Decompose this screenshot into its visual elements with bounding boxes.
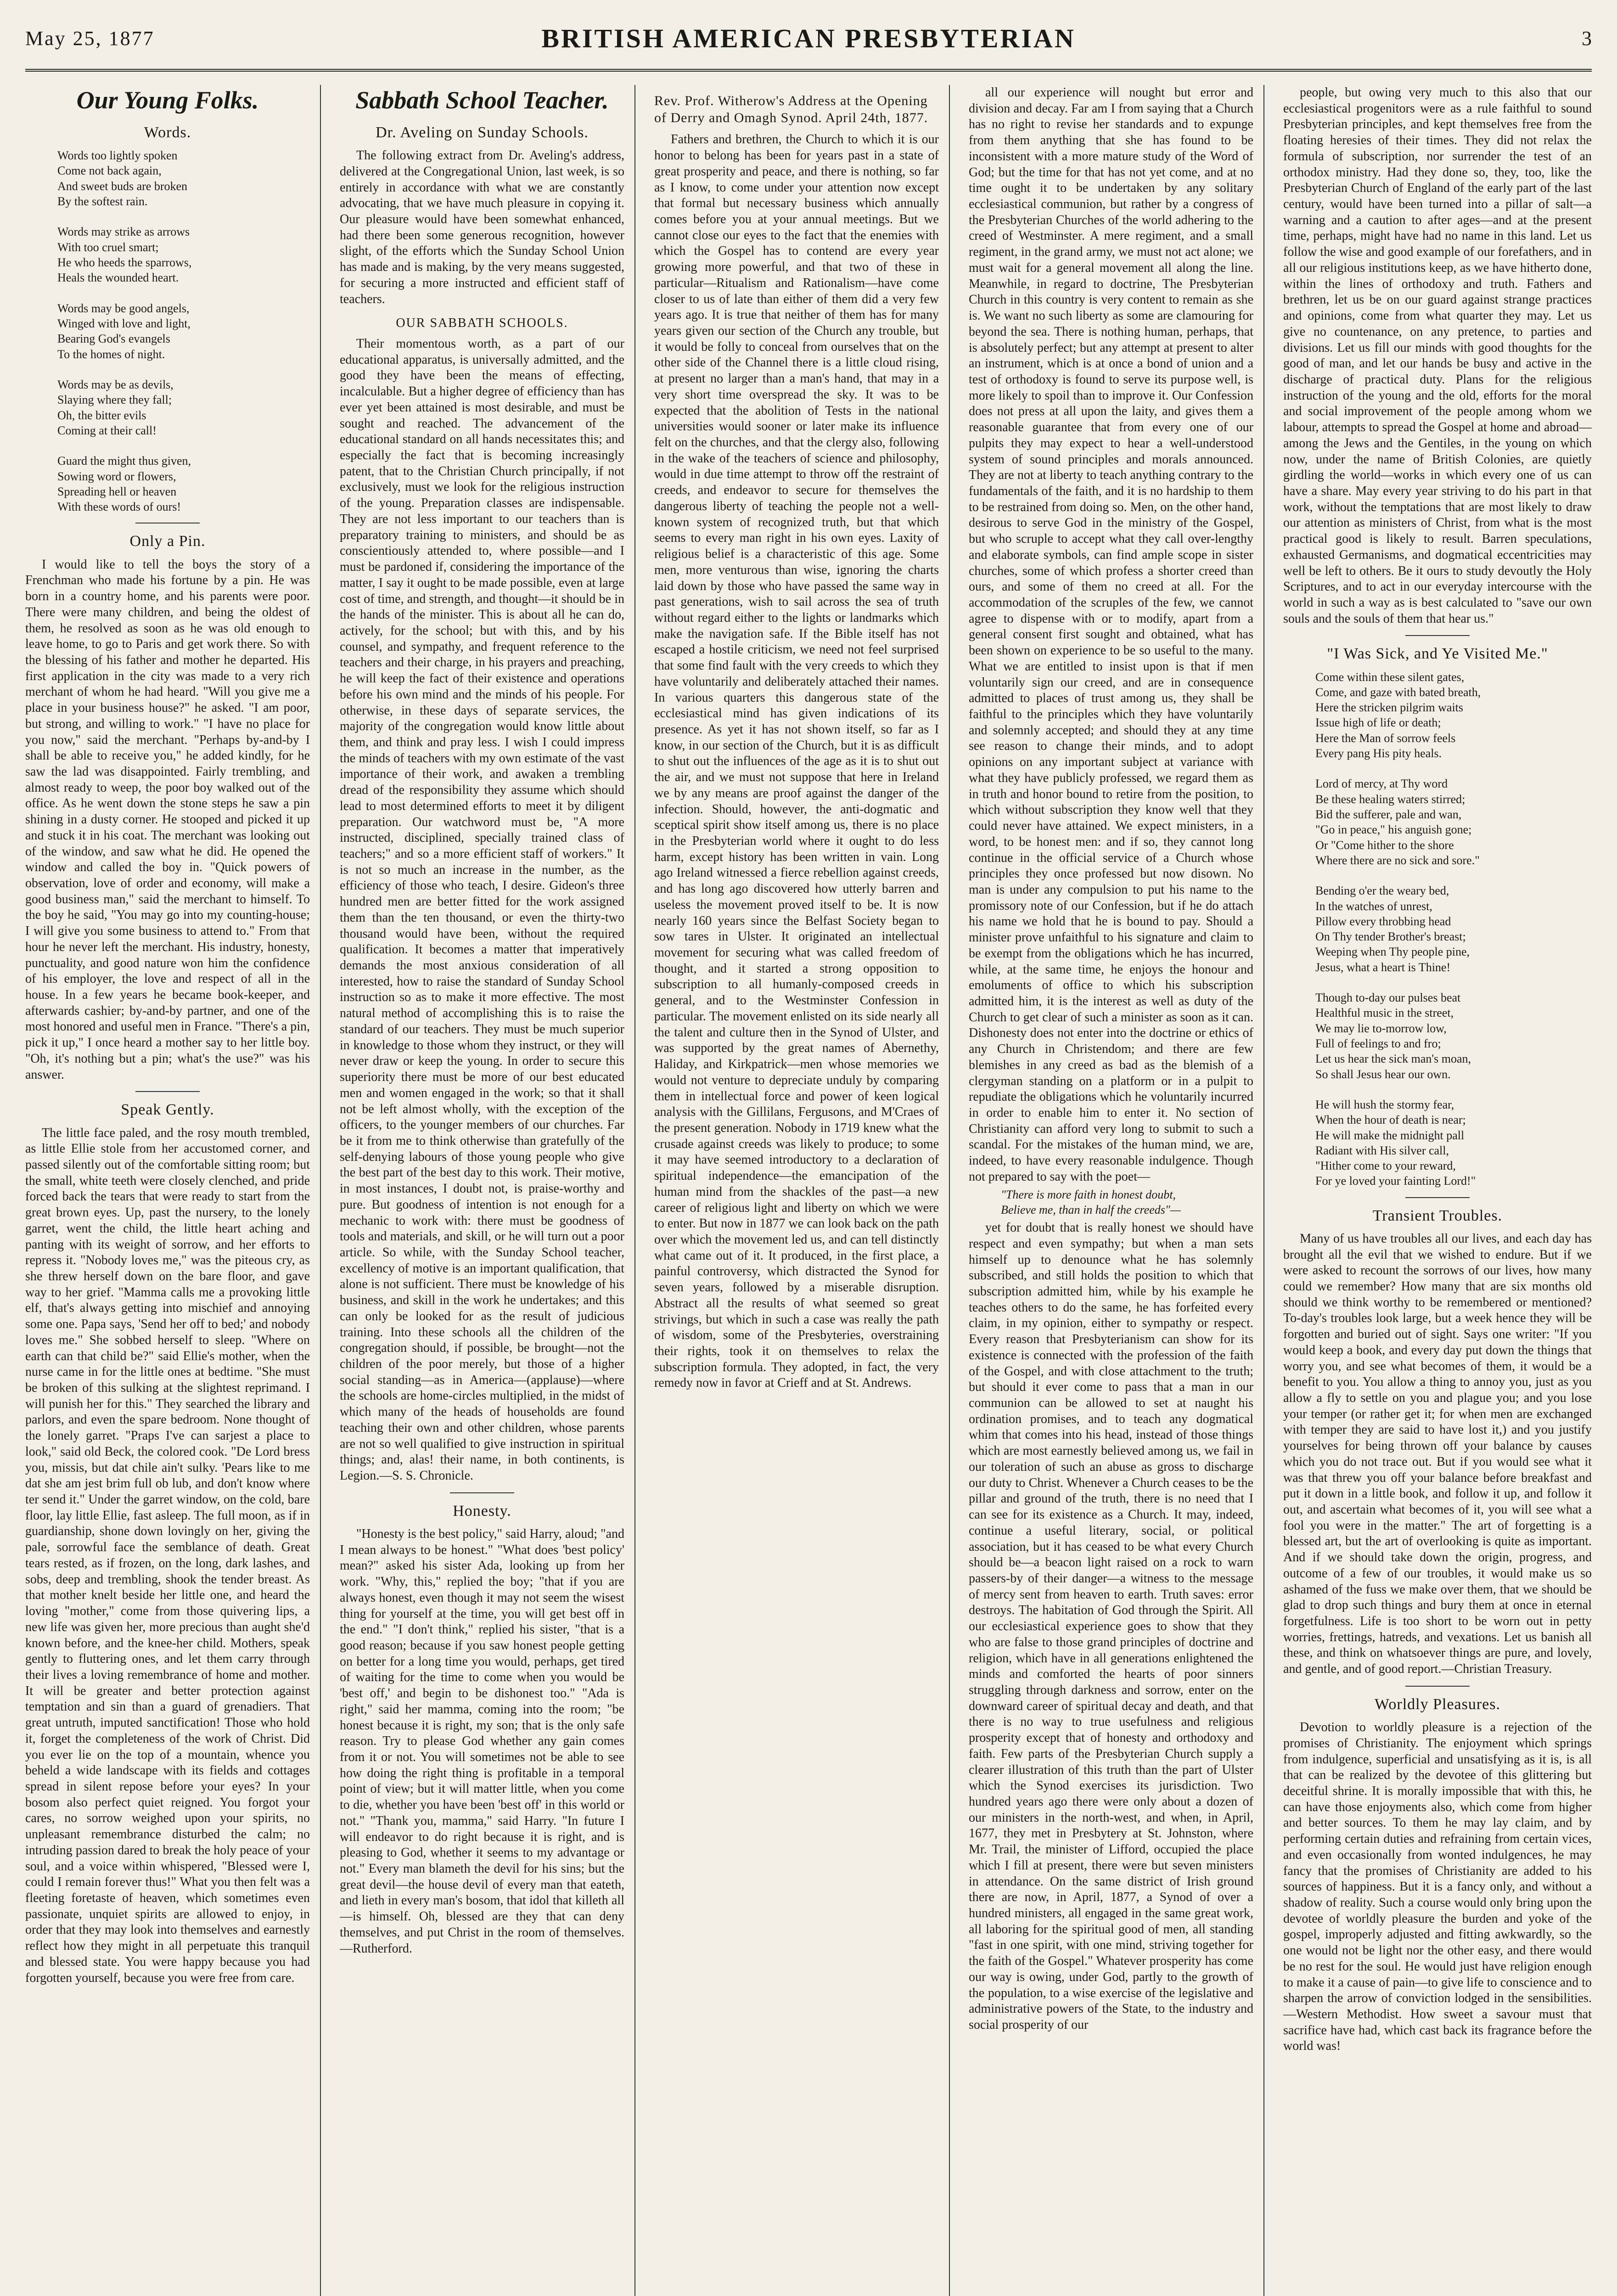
article-heading: Honesty. [453, 1502, 511, 1519]
article-text: The following extract from Dr. Aveling's address, delivered at the Congregational Union, last week, is so entirely in accordance with what we are constantly advocating, that we have much pleasure in copying it. Our pleasure would have been somewhat enhanced, had there been some generous recognition, however slight, of the efforts which the Sunday School Union has made and is making, by the very means suggested, for securing a more instructed and efficient staff of teachers. [340, 148, 624, 306]
newspaper-title: BRITISH AMERICAN PRESBYTERIAN [541, 23, 1076, 53]
issue-date: May 25, 1877 [25, 27, 155, 50]
column-1 [25, 85, 310, 2296]
article-heading: Words. [144, 124, 191, 141]
article-heading: Worldly Pleasures. [1375, 1695, 1500, 1713]
column-5 [1283, 85, 1592, 2296]
column-rule [634, 85, 635, 2296]
article-heading: Transient Troubles. [1372, 1207, 1503, 1224]
masthead [25, 18, 1592, 72]
article-text: people, but owing very much to this also that our ecclesiastical progenitors were as a rule faithful to sound Presbyterian principles, and kept themselves free from the floating heresies of their times. They did not relax the formula of subscription, nor surrender the test of an orthodox ministry. Had they done so, they, too, like the Presbyterian Church of England of the early part of the last century, would have been turned into a pillar of salt—a warning and a caution to after ages—and at the present time, perhaps, might have had no name in this land. Let us follow the wise and good example of our forefathers, and in all our religious institutions keep, as we have hitherto done, within the lines of orthodoxy and truth. Fathers and brethren, let us be on our guard against strange practices and opinions, come from what quarter they may. Let us give no countenance, on any pretence, to parties and divisions. Let us fill our minds with good thoughts for the good of man, and let our hands be busy and active in the discharge of practical duty. Plans for the religious instruction of the young and the old, efforts for the moral and social improvement of the people among whom we labour, attempts to spread the Gospel at home and abroad—among the Jews and the Gentiles, in the young on which now, under the name of British Colonies, are quietly girdling the world—works in which every one of us can have a share. May every year striving to do his part in that work, without the temptations that are most likely to draw our attention as ministers of Christ, from what is the most practical good is likely to result. Barren speculations, exhausted Germanisms, and dogmatical eccentricities may well be left to others. Be it ours to study devoutly the Holy Scriptures, and to act in our everyday intercourse with the world in such a way as is best calculated to "save our own souls and the souls of them that hear us." [1283, 85, 1592, 626]
divider [135, 1091, 200, 1092]
department-heading: Our Young Folks. [76, 86, 259, 114]
article-text: yet for doubt that is really honest we should have respect and even sympathy; but when a man sets himself up to denounce what he has solemnly subscribed, and still holds the position to which that subscription admitted him, while by his example he teaches others to do the same, he has forfeited every claim, in my opinion, either to sympathy or respect. Every reason that Presbyterianism can show for its existence is connected with the profession of the faith of the Gospel, and with close attachment to the truth; but should it ever come to pass that a man in our communion can be allowed to set at naught his ordination promises, and to teach any dogmatical whim that comes into his head, instead of those things which are most earnestly believed among us, we fail in our toleration of such an abuse as gross to discharge our duty to Christ. Whenever a Church ceases to be the pillar and ground of the truth, there is no need that I can see for its existence as a Church. It may, indeed, continue a useful literary, social, or political association, but it has ceased to be what every Church should be—a beacon light raised on a rock to warn passers-by of their danger—a witness to the message of mercy sent from heaven to earth. Truth saves: error destroys. The habitation of God through the Spirit. All our ecclesiastical experience goes to show that they who are false to those grand principles of doctrine and religion, which have in all generations enlightened the minds and comforted the hearts of poor sinners struggling through darkness and sorrow, enter on the downward career of spiritual decay and death, and that there is no way to true usefulness and religious prosperity except that of honesty and orthodoxy and faith. Few parts of the Presbyterian Church supply a clearer illustration of this truth than the part of Ulster which the Synod exercises its jurisdiction. Two hundred years ago there were only about a dozen of our ministers in the north-west, and when, in April, 1677, they met in Presbytery at St. Johnston, where Mr. Trail, the minister of Lifford, occupied the place which I fill at present, there were but seven ministers in attendance. On the same district of Irish ground there are now, in April, 1877, a Synod of over a hundred ministers, all engaged in the same great work, all laboring for the spiritual good of men, all standing "fast in one spirit, with one mind, striving together for the faith of the Gospel." Whatever prosperity has come our way is owing, under God, partly to the growth of the population, to a wise exercise of the legislative and administrative powers of the State, to the industry and social prosperity of our [969, 1221, 1253, 2032]
column-4 [969, 85, 1253, 2296]
article-heading: "I Was Sick, and Ye Visited Me." [1327, 645, 1548, 663]
poem: Words too lightly spoken Come not back again, And sweet buds are broken By the softest rain. Words may strike as arrows With too cruel smart; He who heeds the sparrows, Heals the wounded heart. Words may be good angels, Winged with love and light, Bearing God's evangels To the homes of night. Words may be as devils, Slaying where they fall; Oh, the bitter evils Coming at their call! Guard the might thus given, Sowing word or flowers, Spreading hell or heaven With these words of ours! [57, 149, 192, 514]
column-2 [340, 85, 624, 2296]
article-text: Devotion to worldly pleasure is a rejection of the promises of Christianity. The enjoyment which springs from indulgence, superficial and unsatisfying as it is, is all that can be realized by the devotee of this glittering but deceitful shrine. It is morally impossible that with this, he can have those enjoyments also, which come from higher and better sources. To them he may lay claim, and by performing certain duties and refraining from certain vices, and even occasionally from wonted indulgences, he may fancy that the promises of Christianity are added to his sources of happiness. But it is a fancy only, and without a shadow of reality. Such a course would only bring upon the devotee of worldly pleasure the burden and yoke of the gospel, improperly adjusted and fitting awkwardly, so the one would not be light nor the other easy, and there would be no rest for the soul. He would just have religion enough to make it a cause of pain—to give life to conscience and to sharpen the arrow of conviction lodged in the sensibilities.—Western Methodist. How sweet a savour must that sacrifice have had, which cast back its fragrance before the world was! [1283, 1720, 1592, 2054]
article-text: I would like to tell the boys the story of a Frenchman who made his fortune by a pin. He was born in a country home, and his parents were poor. There were many children, and being the oldest of them, he resolved as soon as he was old enough to leave home, to go to Paris and get work there. So with the blessing of his father and mother he departed. His first application in the city was made to a very rich merchant of whom he had heard. "Will you give me a place in your business house?" he asked. "I am poor, but strong, and willing to work." "I have no place for you now," said the merchant. "Perhaps by-and-by I shall be able to receive you," he added kindly, for he saw the lad was disappointed. Fairly trembling, and almost ready to weep, the poor boy walked out of the office. As he went down the stone steps he saw a pin shining in a dusty corner. He stooped and picked it up and stuck it in his coat. The merchant was looking out of the window, and saw what he did. He opened the window and called the boy in. "Quick powers of observation, love of order and economy, will make a good business man," said the merchant to himself. To the boy he said, "You may go into my counting-house; I will give you some business to attend to." From that hour he never left the merchant. His industry, honesty, punctuality, and good nature won him the confidence of his employer, the love and respect of all in the house. In a few years he became book-keeper, and afterwards cashier; by-and-by partner, and one of the most honored and useful men in France. "There's a pin, pick it up," I once heard a mother say to her little boy. "Oh, it's nothing but a pin; what's the use?" was his answer. [25, 557, 310, 1082]
article-text: Many of us have troubles all our lives, and each day has brought all the evil that we wished to endure. But if we were asked to recount the sorrows of our lives, how many could we remember? How many that are six months old should we think worthy to be remembered or mentioned? To-day's troubles look large, but a week hence they will be forgotten and buried out of sight. Says one writer: "If you would keep a book, and every day put down the things that worry you, and see what becomes of them, it would be a benefit to you. You allow a thing to annoy you, just as you allow a fly to settle on you and plague you; and you lose your temper (or rather get it; for when men are exchanged with temper they are said to have lost it,) and you justify yourselves for being thrown off your balance by causes which you do not trace out. But if you would see what it was that threw you off your balance before breakfast and put it down in a little book, and follow it up, and follow it out, and ascertain what becomes of it, you will see what a fool you were in the matter." The art of forgetting is a blessed art, but the art of overlooking is quite as important. And if we should take down the origin, progress, and outcome of a few of our troubles, it would make us so ashamed of the fuss we make over them, that we should be glad to drop such things and bury them at once in eternal forgetfulness. Life is too short to be worn out in petty worries, frettings, hatreds, and vexations. Let us banish all these, and think on whatsoever things are pure, and lovely, and gentle, and of good report.—Christian Treasury. [1283, 1231, 1592, 1677]
divider [1405, 1686, 1470, 1687]
department-heading: Sabbath School Teacher. [355, 86, 609, 114]
page-number: 3 [1582, 27, 1592, 50]
column-3 [654, 85, 939, 2296]
article-heading: Speak Gently. [121, 1101, 214, 1119]
poem: Come within these silent gates, Come, and gaze with bated breath, Here the stricken pilgrim waits Issue high of life or death; Here the Man of sorrow feels Every pang His pity heals. Lord of mercy, at Thy word Be these healing waters stirred; Bid the sufferer, pale and wan, "Go in peace," his anguish gone; Or "Come hither to the shore Where there are no sick and sore." Bending o'er the weary bed, In the watches of unrest, Pillow every throbbing head On Thy tender Brother's breast; Weeping when Thy people pine, Jesus, what a heart is Thine! Though to-day our pulses beat Healthful music in the street, We may lie to-morrow low, Full of feelings to and fro; Let us hear the sick man's moan, So shall Jesus hear our own. He will hush the stormy fear, When the hour of death is near; He will make the midnight pall Radiant with His silver call, "Hither come to your reward, For ye loved your fainting Lord!" [1315, 670, 1481, 1188]
column-rule [320, 85, 321, 2296]
column-rule [949, 85, 950, 2296]
column-rule [1263, 85, 1264, 2296]
article-heading: Only a Pin. [129, 533, 206, 550]
quotation: "There is more faith in honest doubt, Believe me, than in half the creeds"— [1001, 1187, 1181, 1216]
article-text: The little face paled, and the rosy mouth trembled, as little Ellie stole from her accustomed corner, and passed silently out of the comfortable sitting room; but the small, white teeth were closely clenched, and pride forced back the tears that were ready to start from the great brown eyes. Up, past the nursery, to the lonely garret, went the child, the little heart aching and panting with its weight of sorrow, and her efforts to repress it. "Nobody loves me," was the piteous cry, as she threw herself down on the bare floor, and gave way to her grief. "Mamma calls me a provoking little elf, that's always getting into mischief and annoying some one. Papa says, 'Send her off to bed;' and nobody loves me." She sobbed herself to sleep. "Where on earth can that child be?" said Ellie's mother, when the nurse came in for the little ones at bedtime. "She must be broken of this sulking at the slightest reprimand. I will punish her for this." They searched the library and parlors, and even the spare bedroom. None thought of the lonely garret. "Praps I've can sarjest a place to look," said old Beck, the colored cook. "De Lord bress you, missis, but dat chile ain't sulky. 'Pears like to me dat she am jest brim full ob lub, and don't know where ter send it." Under the garret window, on the cold, bare floor, lay little Ellie, fast asleep. The full moon, as if in guardianship, shone down lovingly on her, giving the pale, sorrowful face the semblance of death. Great tears rested, as if frozen, on the long, dark lashes, and sobs, deep and trembling, shook the tender breast. As that mother knelt beside her little one, and heard the loving "mother," come from those quivering lips, a new life was given her, more precious than aught she'd known before, and the knee-her child. Mothers, speak gently to fluttering ones, and let them carry through their lives a loving remembrance of home and mother. It will be greater and better protection against temptation and sin than a guard of grenadiers. That great untruth, imputed sanctification! Those who hold it, forget the completeness of the work of Christ. Did you ever lie on the top of a mountain, whence you beheld a wide landscape with its fields and cottages spread in silent repose before your eyes? In your bosom also perfect quiet reigned. You forgot your cares, no sorrow weighed upon your spirits, no unpleasant remembrance disturbed the calm; no intruding passion dared to break the holy peace of your soul, and a voice within whispered, "Blessed were I, could I remain forever thus!" What you then felt was a fleeting foretaste of heaven, which sometimes even passionate, unquiet spirits are allowed to enjoy, in order that they may look into themselves and earnestly reflect how they might in all perpetuate this tranquil and blessed state. You were happy because you had forgotten yourself, because you were free from care. [25, 1125, 310, 1985]
divider [1405, 635, 1470, 636]
article-subheading: OUR SABBATH SCHOOLS. [396, 316, 568, 331]
article-text: Their momentous worth, as a part of our educational apparatus, is universally admitted, and the good they have been the means of effecting, incalculable. But a higher degree of efficiency than has ever yet been attained is most desirable, and must be sought and reached. The advancement of the educational standard on all hands necessitates this; and especially the fact that is becoming increasingly patent, that to the Christian Church principally, if not exclusively, must we look for the religious instruction of the young. Preparation classes are indispensable. They are not less important to our teachers than is preparatory training to ministers, and should be as conscientiously attended to, where possible—and I must be pardoned if, considering the importance of the matter, I say it ought to be made possible, even at large cost of time, and strength, and thought—it should be in the hands of the minister. This is about all he can do, actively, for the school; but with this, and by his counsel, and sympathy, and frequent reference to the teachers and their charge, in his prayers and preaching, he will keep the fact of their existence and operations before his own mind and the minds of his people. For otherwise, in these days of separate services, the majority of the congregation would know little about them, and think and pray less. I wish I could impress the minds of teachers with my own estimate of the vast importance of their work, and awaken a trembling dread of the responsibility they assume which should lead to most determined efforts to meet it by diligent preparation. Our watchword must be, "A more instructed, disciplined, specially trained class of teachers;" and so a more efficient staff of workers." It is not so much an increase in the number, as the efficiency of those who teach, I desire. Gideon's three hundred men are better fitted for the work assigned them than the ten thousand, or even the thirty-two thousand would have been, without the required qualification. It becomes a matter that imperatively demands the most anxious consideration of all interested, how to raise the standard of Sunday School instruction so as to make it more effective. The most natural method of accomplishing this is to raise the standard of our teachers. They must be much superior in knowledge to those whom they instruct, or they will never draw or keep the young. In order to secure this superiority there must be more of our best educated men and women engaged in the work; so that it shall not be left almost wholly, with the exception of the officers, to the younger members of our churches. Far be it from me to think otherwise than gratefully of the self-denying labours of those young people who give the best part of the best day to this work. Their motive, in most instances, I doubt not, is praise-worthy and pure. But goodness of intention is not enough for a mechanic to work with: there must be goodness of tools and materials, and skill, or he will turn out a poor article. So while, with the Sunday School teacher, excellency of motive is an important qualification, that alone is not sufficient. There must be knowledge of his business, and skill in the work he undertakes; and this can only be looked for as the result of judicious training. Into these schools all the children of the congregation should, if possible, be brought—not the children of the poor merely, but those of a higher social standing—as in America—(applause)—where the schools are home-circles multiplied, in the midst of which many of the heads of households are found teaching their own and other children, whose parents are not so well qualified to give instruction in spiritual things; and, alas! their name, in both continents, is Legion.—S. S. Chronicle. [340, 337, 624, 1483]
article-text: all our experience will nought but error and division and decay. Far am I from saying that a Church has no right to revise her standards and to expunge from them anything that she has found to be inconsistent with a more mature study of the Word of God; but the time for that has not yet come, and at no time ought it to be undertaken by any solitary ecclesiastical communion, but rather by a congress of the Presbyterian Churches of the world adhering to the creed of Westminster. A mere regiment, and a small regiment, in the grand army, we must not act alone; we must wait for a general movement all along the line. Meanwhile, in regard to doctrine, The Presbyterian Church in this country is very content to remain as she is. We want no such liberty as some are clamouring for beyond the sea. There is nothing human, perhaps, that is absolutely perfect; but any attempt at present to alter an instrument, which is at once a bond of union and a test of orthodoxy is found to serve its purpose well, is more likely to spoil than to improve it. Our Confession does not press at all upon the laity, and gives them a reasonable guarantee that from every one of our pulpits they may expect to hear a well-understood system of sound principles and morals announced. They are not at liberty to teach anything contrary to the fundamentals of the faith, and it is no hardship to them to be restrained from doing so. Men, on the other hand, desirous to serve God in the ministry of the Gospel, but who scruple to accept what they call over-lengthy and elaborate symbols, can find ample scope in sister churches, some of which profess a shorter creed than ours, and some of them no creed at all. For the accommodation of the scruples of the few, we cannot agree to dispense with or to modify, apart from a general consent first sought and obtained, what has been shown on experience to be so useful to the many. What we are entitled to insist upon is that if men voluntarily sign our creed, and are in consequence admitted to places of trust among us, they shall be faithful to the principles which they have voluntarily and solemnly accepted; and should they at any time see reason to change their minds, and to adopt opinions on any important subject at variance with what they have publicly professed, we regard them as in truth and honor bound to retire from the position, to which without subscription they know well that they could never have attained. We expect ministers, in a word, to be honest men: and if so, they cannot long continue in the official service of a Church whose principles they once professed but now disown. No man is under any compulsion to put his name to the promissory note of our Confession, but if he do attach his name we hold that he is bound to pay. Should a minister prove unfaithful to his signature and claim to be exempt from the obligations which he has incurred, while, at the same time, he enjoys the honour and emoluments of office to which his subscription admitted him, it is the interest as well as duty of the Church to get clear of such a minister as soon as it can. Dishonesty does not enter into the doctrine or ethics of any Church in Christendom; and there are few blemishes in any creed as bad as the blemish of a clergyman standing on a platform or in a pulpit to repudiate the obligations which he voluntarily incurred in order to enable him to enter it. No section of Christianity can afford very long to submit to such a scandal. For the mistakes of the human mind, we are, indeed, to have every reasonable indulgence. Though not prepared to say with the poet— [969, 85, 1253, 1184]
article-heading: Dr. Aveling on Sunday Schools. [376, 124, 589, 141]
divider [450, 1492, 514, 1493]
article-heading: Rev. Prof. Witherow's Address at the Opening of Derry and Omagh Synod. April 24th, 1877. [654, 93, 928, 126]
article-text: "Honesty is the best policy," said Harry, aloud; "and I mean always to be honest." "What does 'best policy' mean?" asked his sister Ada, looking up from her work. "Why, this," replied the boy; "that if you are always honest, even though it may not seem the wisest thing for yourself at the time, you will get best off in the end." "I don't think," replied his sister, "that is a good reason; because if you saw honest people getting on better for a long time you would, perhaps, get tired of waiting for the time to come when you would be 'best off,' and begin to be dishonest too." "Ada is right," said her mamma, coming into the room; "be honest because it is right, my son; that is the only safe reason. Try to please God whether any gain comes from it or not. You will sometimes not be able to see how doing the right thing is profitable in a temporal point of view; but it will matter little, when you come to die, whether you have been 'best off' in this world or not." "Thank you, mamma," said Harry. "In future I will endeavor to do right because it is right, and is pleasing to God, whether it seems to my advantage or not." Every man blameth the devil for his sins; but the great devil—the house devil of every man that eateth, and lieth in every man's bosom, that idol that killeth all—is himself. Oh, blessed are they that can deny themselves, and put Christ in the room of themselves.—Rutherford. [340, 1526, 624, 1956]
article-text: Fathers and brethren, the Church to which it is our honor to belong has been for years past in a state of great prosperity and peace, and there is nothing, so far as I know, to come under your attention now except that formal but necessary business which annually comes before you at your annual meetings. But we cannot close our eyes to the fact that the enemies with which the Gospel has to contend are every year growing more powerful, and that two of these in particular—Ritualism and Rationalism—have come closer to us of late than either of them did a very few years ago. It is true that neither of them has for many years given our section of the Church any trouble, but it would be folly to conceal from ourselves that on the other side of the Channel there is a little cloud rising, at present no larger than a man's hand, that may in a very short time overspread the sky. It was to be expected that the abolition of Tests in the national universities would sooner or later make its influence felt on the churches, and that the clergy also, following in the wake of the teachers of science and philosophy, would in due time attempt to throw off the restraint of creeds, and endeavor to secure for themselves the dangerous liberty of teaching the people not a well-known system of recognized truth, but that which seems to every man right in his own eyes. Laxity of religious belief is a characteristic of this age. Some men, more venturous than wise, ignoring the charts laid down by those who have passed the same way in past generations, wish to sail across the sea of truth without regard either to the lights or landmarks which make the navigation safe. If the Bible itself has not escaped a hostile criticism, we need not feel surprised that some find fault with the very creeds to which they have voluntarily and deliberately attached their names. In various quarters this dangerous state of the ecclesiastical mind has given indications of its presence. As yet it has not shown itself, so far as I know, in our section of the Church, but it is as difficult to shut out the influences of the age as it is to shut out the air, and we must not suppose that here in Ireland we by any means are proof against the danger of the infection. Should, however, the anti-dogmatic and sceptical spirit show itself among us, there is no place in the Presbyterian world where it ought to do less harm, except history has been written in vain. Long ago Ireland witnessed a fierce rebellion against creeds, and has long ago discovered how utterly barren and useless the movement proved itself to be. It is now nearly 160 years since the Belfast Society began to sow tares in Ulster. It originated an intellectual movement for securing what was called freedom of thought, and it started a strong opposition to subscription to all humanly-composed creeds in general, and to the Westminster Confession in particular. The movement enlisted on its side nearly all the talent and culture then in the Synod of Ulster, and was supported by the great names of Abernethy, Haliday, and Kirkpatrick—men whose memories we would not venture to depreciate unduly by comparing them in intellectual force and power of keen logical analysis with the Gillilans, Fergusons, and M'Craes of the present generation. Nobody in 1719 knew what the crusade against creeds was likely to produce; to some it may have seemed introductory to a declaration of spiritual independence—the emancipation of the human mind from the shackles of the past—a new career of religious light and liberty on which we were to enter. But now in 1877 we can look back on the path over which the movement led us, and can tell distinctly what came out of it. It produced, in the first place, a painful controversy, which distracted the Synod for seven years, followed by a miserable disruption. Abstract all the results of what seemed so great strivings, but which in such a case was really the path of wisdom, some of the Presbyteries, overstraining their rights, took it on themselves to relax the subscription formula. They adopted, in fact, the very remedy now in favor at Crieff and at St. Andrews. [654, 132, 939, 1390]
divider [1405, 1197, 1470, 1198]
